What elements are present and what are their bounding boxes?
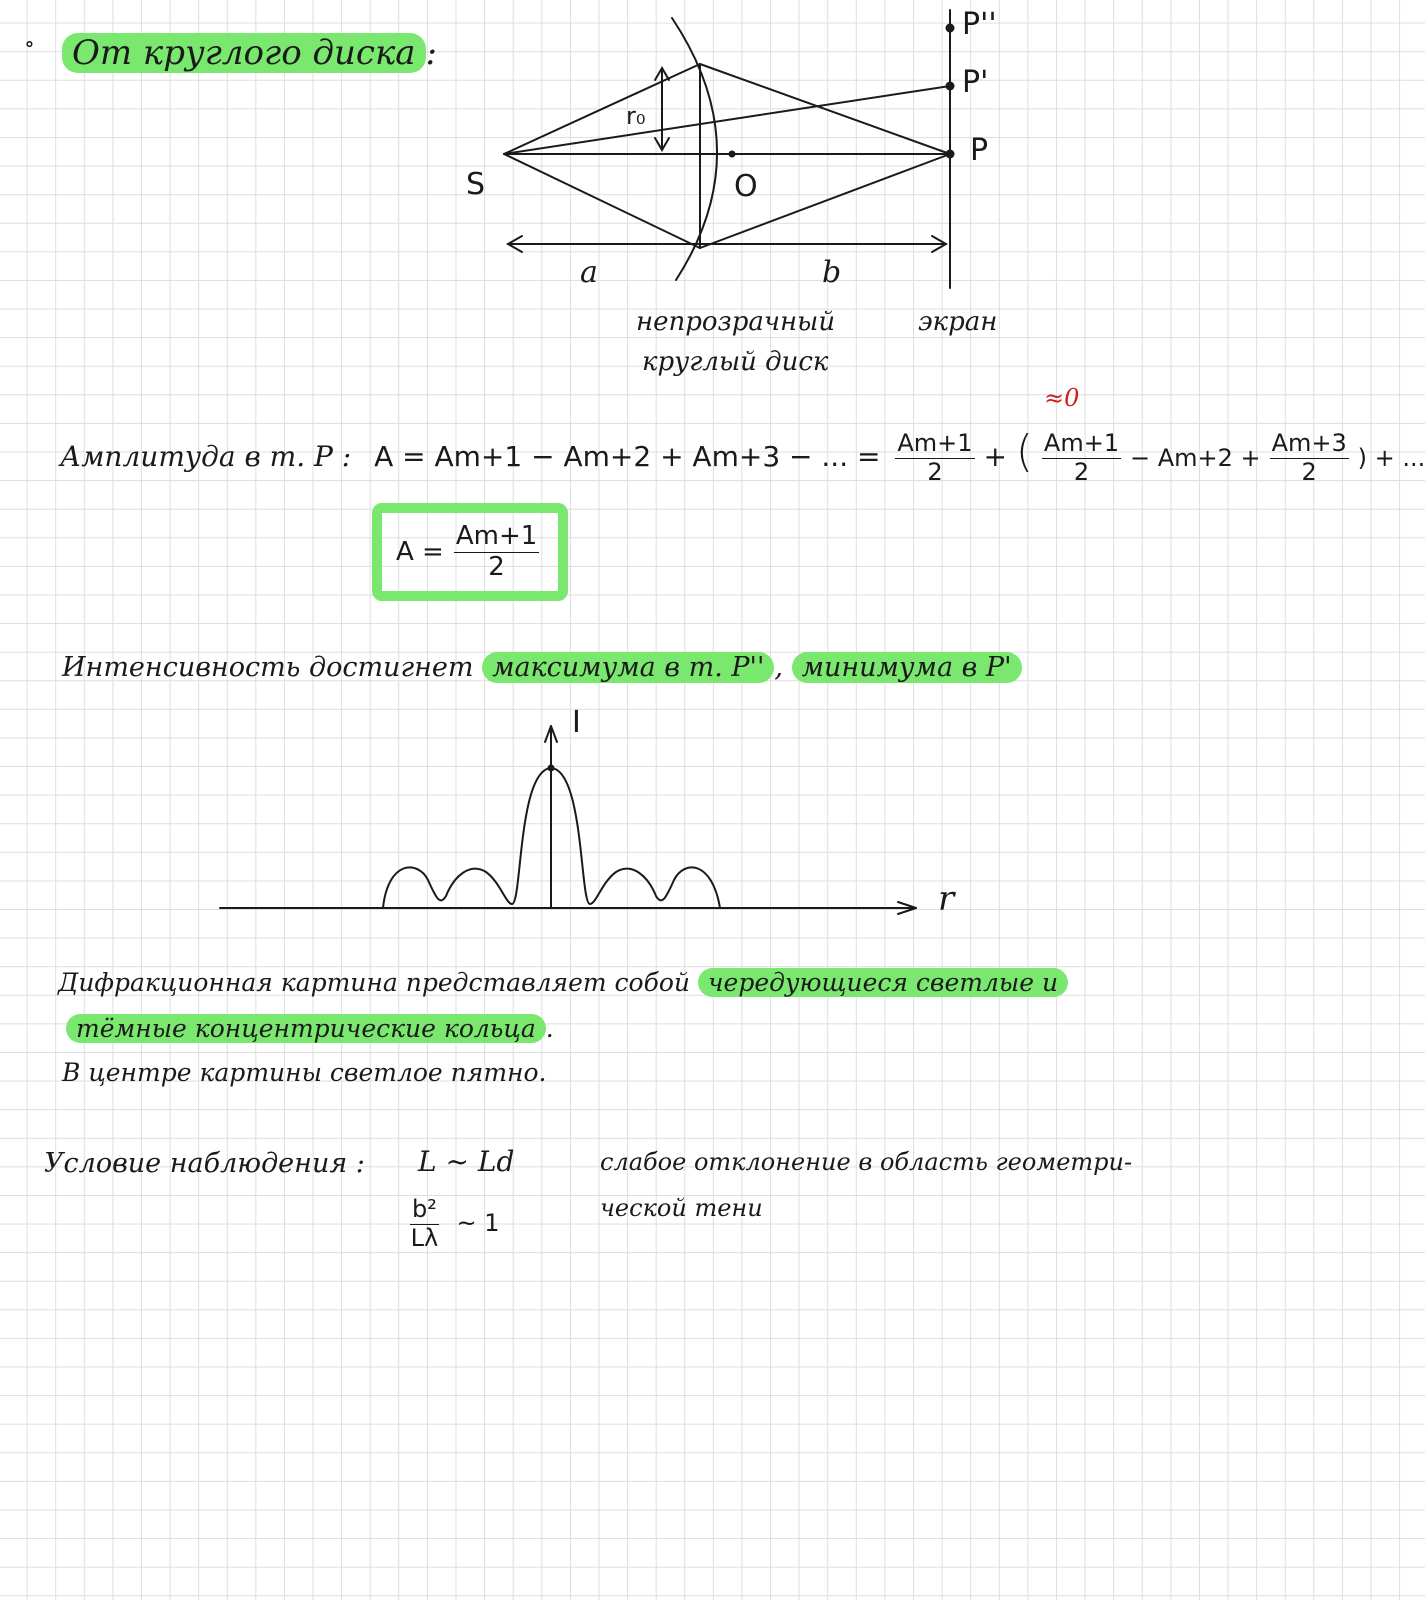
section-title-colon: : — [425, 33, 438, 73]
pattern-line1-highlight: чередующиеся светлые и — [698, 968, 1068, 997]
amplitude-term2-den: 2 — [1073, 458, 1090, 486]
intensity-comma: , — [774, 652, 783, 683]
condition-note-line1: слабое отклонение в область геометри- — [600, 1148, 1133, 1176]
condition-frac-num: b² — [412, 1195, 437, 1223]
condition-label: Условие наблюдения : — [44, 1148, 365, 1179]
label-point-p1: P' — [962, 65, 989, 100]
caption-disk-line2: круглый диск — [642, 347, 829, 377]
zero-annotation: ≈0 — [1044, 384, 1080, 412]
intensity-max: максимума в т. P'' — [482, 652, 774, 683]
pattern-line2-highlight: тёмные концентрические кольца — [66, 1014, 546, 1043]
pattern-line1-plain: Дифракционная картина представляет собой — [58, 968, 691, 997]
amplitude-series: A = Am+1 − Am+2 + Am+3 − ... = — [374, 440, 881, 473]
amplitude-term1-den: 2 — [927, 458, 943, 486]
pattern-line1 — [58, 970, 1068, 995]
condition-frac-rhs: ~ 1 — [456, 1208, 500, 1237]
label-distance-a: a — [580, 255, 598, 290]
condition-frac — [410, 1196, 439, 1252]
amplitude-paren-close: ) + ... — [1357, 444, 1425, 472]
graph-axis-r-label: r — [938, 879, 955, 919]
amplitude-term2-num: Am+1 — [1043, 429, 1120, 458]
result-lhs: A = — [396, 537, 444, 567]
intensity-min: минимума в P' — [792, 652, 1022, 683]
label-distance-b: b — [822, 255, 842, 290]
graph-axis-i-label: I — [572, 705, 581, 740]
intensity-plain: Интенсивность достигнет — [62, 652, 474, 683]
label-point-p2: P'' — [962, 7, 997, 42]
amplitude-paren-open: ( — [1015, 426, 1034, 477]
bullet: ∘ — [24, 32, 35, 57]
section-title-text: От круглого диска — [62, 33, 426, 73]
amplitude-term1-num: Am+1 — [897, 429, 973, 458]
graph-peak-dot — [548, 765, 555, 772]
amplitude-term3 — [1270, 430, 1349, 486]
pattern-line3: В центре картины светлое пятно. — [62, 1058, 547, 1087]
amplitude-plus: + — [983, 440, 1007, 473]
caption-screen: экран — [918, 307, 998, 337]
label-point-p: P — [970, 133, 989, 168]
amplitude-minus-term: − Am+2 + — [1130, 444, 1261, 472]
condition-frac-den: Lλ — [410, 1223, 439, 1252]
condition-fraction — [410, 1196, 500, 1252]
condition-relation: L ~ Ld — [418, 1145, 515, 1178]
amplitude-label: Амплитуда в т. P : — [60, 440, 352, 473]
caption-disk-line1: непрозрачный — [636, 307, 836, 337]
result-den: 2 — [488, 551, 505, 582]
pattern-line2-end: . — [545, 1014, 554, 1043]
amplitude-term3-den: 2 — [1301, 458, 1317, 486]
label-radius: r₀ — [626, 102, 646, 130]
label-center: O — [734, 169, 758, 204]
condition-note-line2: ческой тени — [600, 1194, 763, 1222]
label-source: S — [466, 167, 486, 202]
result-num: Am+1 — [455, 520, 538, 551]
amplitude-term3-num: Am+3 — [1271, 429, 1347, 458]
pattern-line2 — [66, 1016, 554, 1041]
